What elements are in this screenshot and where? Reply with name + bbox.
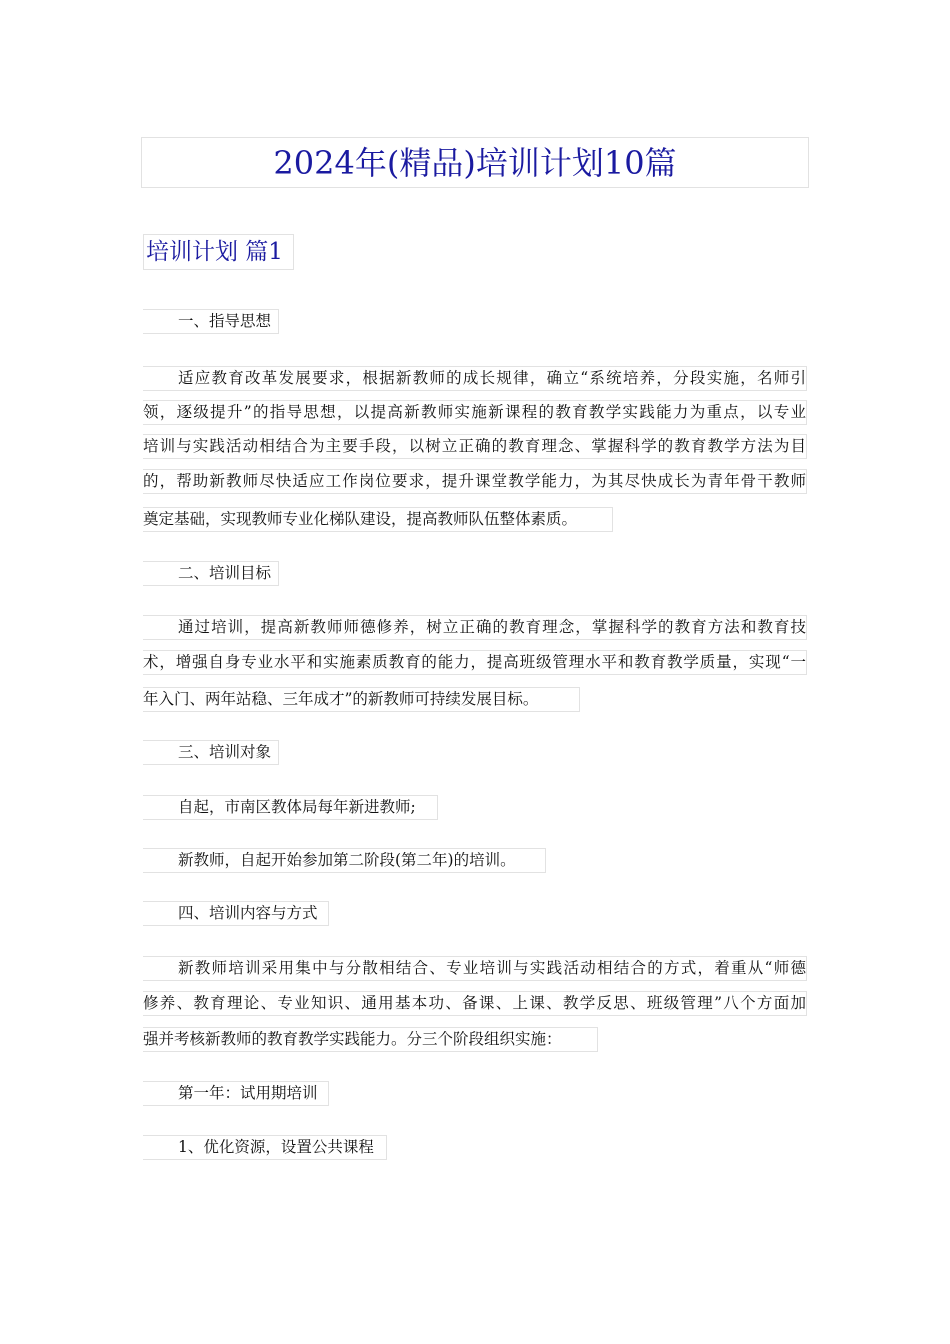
paragraph-line: 通过培训，提高新教师师德修养，树立正确的教育理念，掌握科学的教育方法和教育技 [143,615,807,640]
paragraph-line: 自起，市南区教体局每年新进教师; [143,795,438,820]
paragraph-line: 培训与实践活动相结合为主要手段，以树立正确的教育理念、掌握科学的教育教学方法为目 [143,434,807,459]
document-title: 2024年(精品)培训计划10篇 [141,137,809,188]
paragraph-line: 适应教育改革发展要求，根据新教师的成长规律，确立“系统培养，分段实施，名师引 [143,366,807,391]
paragraph-line: 术，增强自身专业水平和实施素质教育的能力，提高班级管理水平和教育教学质量，实现“一 [143,650,807,675]
paragraph-line: 强并考核新教师的教育教学实践能力。分三个阶段组织实施： [143,1027,598,1052]
paragraph-line: 新教师培训采用集中与分散相结合、专业培训与实践活动相结合的方式，着重从“师德 [143,956,807,981]
heading-optimize-resources: 1、优化资源，设置公共课程 [143,1135,387,1160]
paragraph-line: 新教师，自起开始参加第二阶段(第二年)的培训。 [143,848,546,873]
paragraph-line: 的，帮助新教师尽快适应工作岗位要求，提升课堂教学能力，为其尽快成长为青年骨干教师 [143,469,807,494]
heading-training-content: 四、培训内容与方式 [143,901,329,926]
paragraph-line: 修养、教育理论、专业知识、通用基本功、备课、上课、教学反思、班级管理”八个方面加 [143,991,807,1016]
paragraph-line: 领，逐级提升”的指导思想，以提高新教师实施新课程的教育教学实践能力为重点，以专业 [143,400,807,425]
heading-first-year: 第一年：试用期培训 [143,1081,329,1106]
heading-guiding-ideology: 一、指导思想 [143,309,279,334]
paragraph-line: 年入门、两年站稳、三年成才”的新教师可持续发展目标。 [143,687,580,712]
heading-training-targets: 三、培训对象 [143,740,279,765]
heading-training-goals: 二、培训目标 [143,561,279,586]
section-title: 培训计划 篇1 [143,234,294,270]
paragraph-line: 奠定基础，实现教师专业化梯队建设，提高教师队伍整体素质。 [143,507,613,532]
